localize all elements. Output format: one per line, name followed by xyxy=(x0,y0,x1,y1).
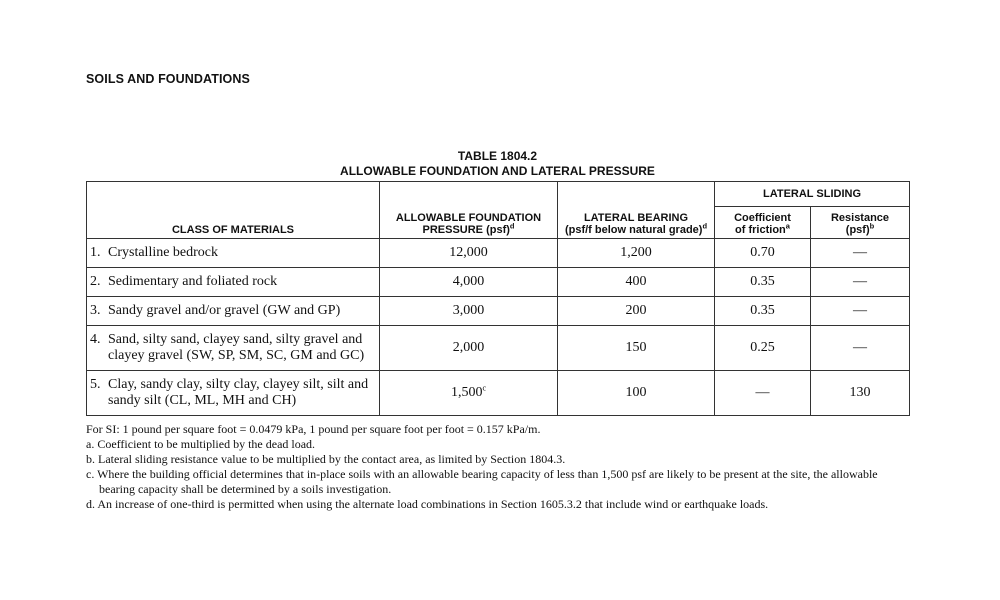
table-title xyxy=(86,149,909,179)
friction-cell: 0.35 xyxy=(715,297,811,326)
footnote-b: b. Lateral sliding resistance value to be multiplied by the contact area, as limited by Section 1804.3. xyxy=(86,452,566,466)
header-resistance: Resistance (psf)$^b$ xyxy=(811,207,910,239)
friction-cell: — xyxy=(715,371,811,416)
lateral-bearing-cell: 150 xyxy=(558,326,715,371)
table-notes xyxy=(86,422,916,512)
foundation-pressure-cell: 3,000 xyxy=(380,297,558,326)
running-head: SOILS AND FOUNDATIONS xyxy=(86,72,250,86)
header-class-of-materials: CLASS OF MATERIALS xyxy=(87,182,380,239)
foundation-pressure-cell: 4,000 xyxy=(380,268,558,297)
friction-cell: 0.25 xyxy=(715,326,811,371)
header-allowable-foundation: ALLOWABLE FOUNDATION PRESSURE (psf)$^d$ xyxy=(380,182,558,239)
lateral-bearing-cell: 400 xyxy=(558,268,715,297)
resistance-cell: — xyxy=(811,297,910,326)
foundation-pressure-cell: 2,000 xyxy=(380,326,558,371)
footnote-c: c. Where the building official determines that in-place soils with an allowable bearing capacity of less than 1,500 psf are likely to be present at the site, the allowable bearing capacity shall be determined by a soils investigation. xyxy=(86,467,878,496)
footnote-marker: c xyxy=(482,383,487,393)
footnote-d: d. An increase of one-third is permitted when using the alternate load combinations in Section 1605.3.2 that include wind or earthquake loads. xyxy=(86,497,769,511)
material-cell: 3. Sandy gravel and/or gravel (GW and GP) xyxy=(87,297,380,326)
resistance-cell: 130 xyxy=(811,371,910,416)
material-cell: 5. Clay, sandy clay, silty clay, clayey silt, silt and sandy silt (CL, ML, MH and CH) xyxy=(87,371,380,416)
pressure-table xyxy=(86,181,910,416)
friction-cell: 0.70 xyxy=(715,239,811,268)
table-row xyxy=(87,371,910,416)
header-lateral-sliding: LATERAL SLIDING xyxy=(715,182,910,207)
resistance-cell: — xyxy=(811,239,910,268)
resistance-cell: — xyxy=(811,326,910,371)
lateral-bearing-cell: 100 xyxy=(558,371,715,416)
table-number: TABLE 1804.2 xyxy=(457,149,538,163)
footnote-a: a. Coefficient to be multiplied by the dead load. xyxy=(86,437,316,451)
table-row xyxy=(87,297,910,326)
si-conversion-note: For SI: 1 pound per square foot = 0.0479 kPa, 1 pound per square foot per foot = 0.157 kPa/m. xyxy=(86,422,541,436)
friction-cell: 0.35 xyxy=(715,268,811,297)
material-cell: 4. Sand, silty sand, clayey sand, silty gravel and clayey gravel (SW, SP, SM, SC, GM and GC) xyxy=(87,326,380,371)
table-row xyxy=(87,268,910,297)
header-coefficient-of-friction: Coefficient of friction$^a$ xyxy=(715,207,811,239)
material-cell: 2. Sedimentary and foliated rock xyxy=(87,268,380,297)
foundation-pressure-cell: 12,000 xyxy=(380,239,558,268)
lateral-bearing-cell: 1,200 xyxy=(558,239,715,268)
foundation-pressure-cell: 1,500$^c$ xyxy=(380,371,558,416)
material-cell: 1. Crystalline bedrock xyxy=(87,239,380,268)
lateral-bearing-cell: 200 xyxy=(558,297,715,326)
table-row xyxy=(87,326,910,371)
table-caption: ALLOWABLE FOUNDATION AND LATERAL PRESSURE xyxy=(340,164,655,178)
header-lateral-bearing: LATERAL BEARING (psf/f below natural grade)$^d$ xyxy=(558,182,715,239)
resistance-cell: — xyxy=(811,268,910,297)
table-row xyxy=(87,239,910,268)
